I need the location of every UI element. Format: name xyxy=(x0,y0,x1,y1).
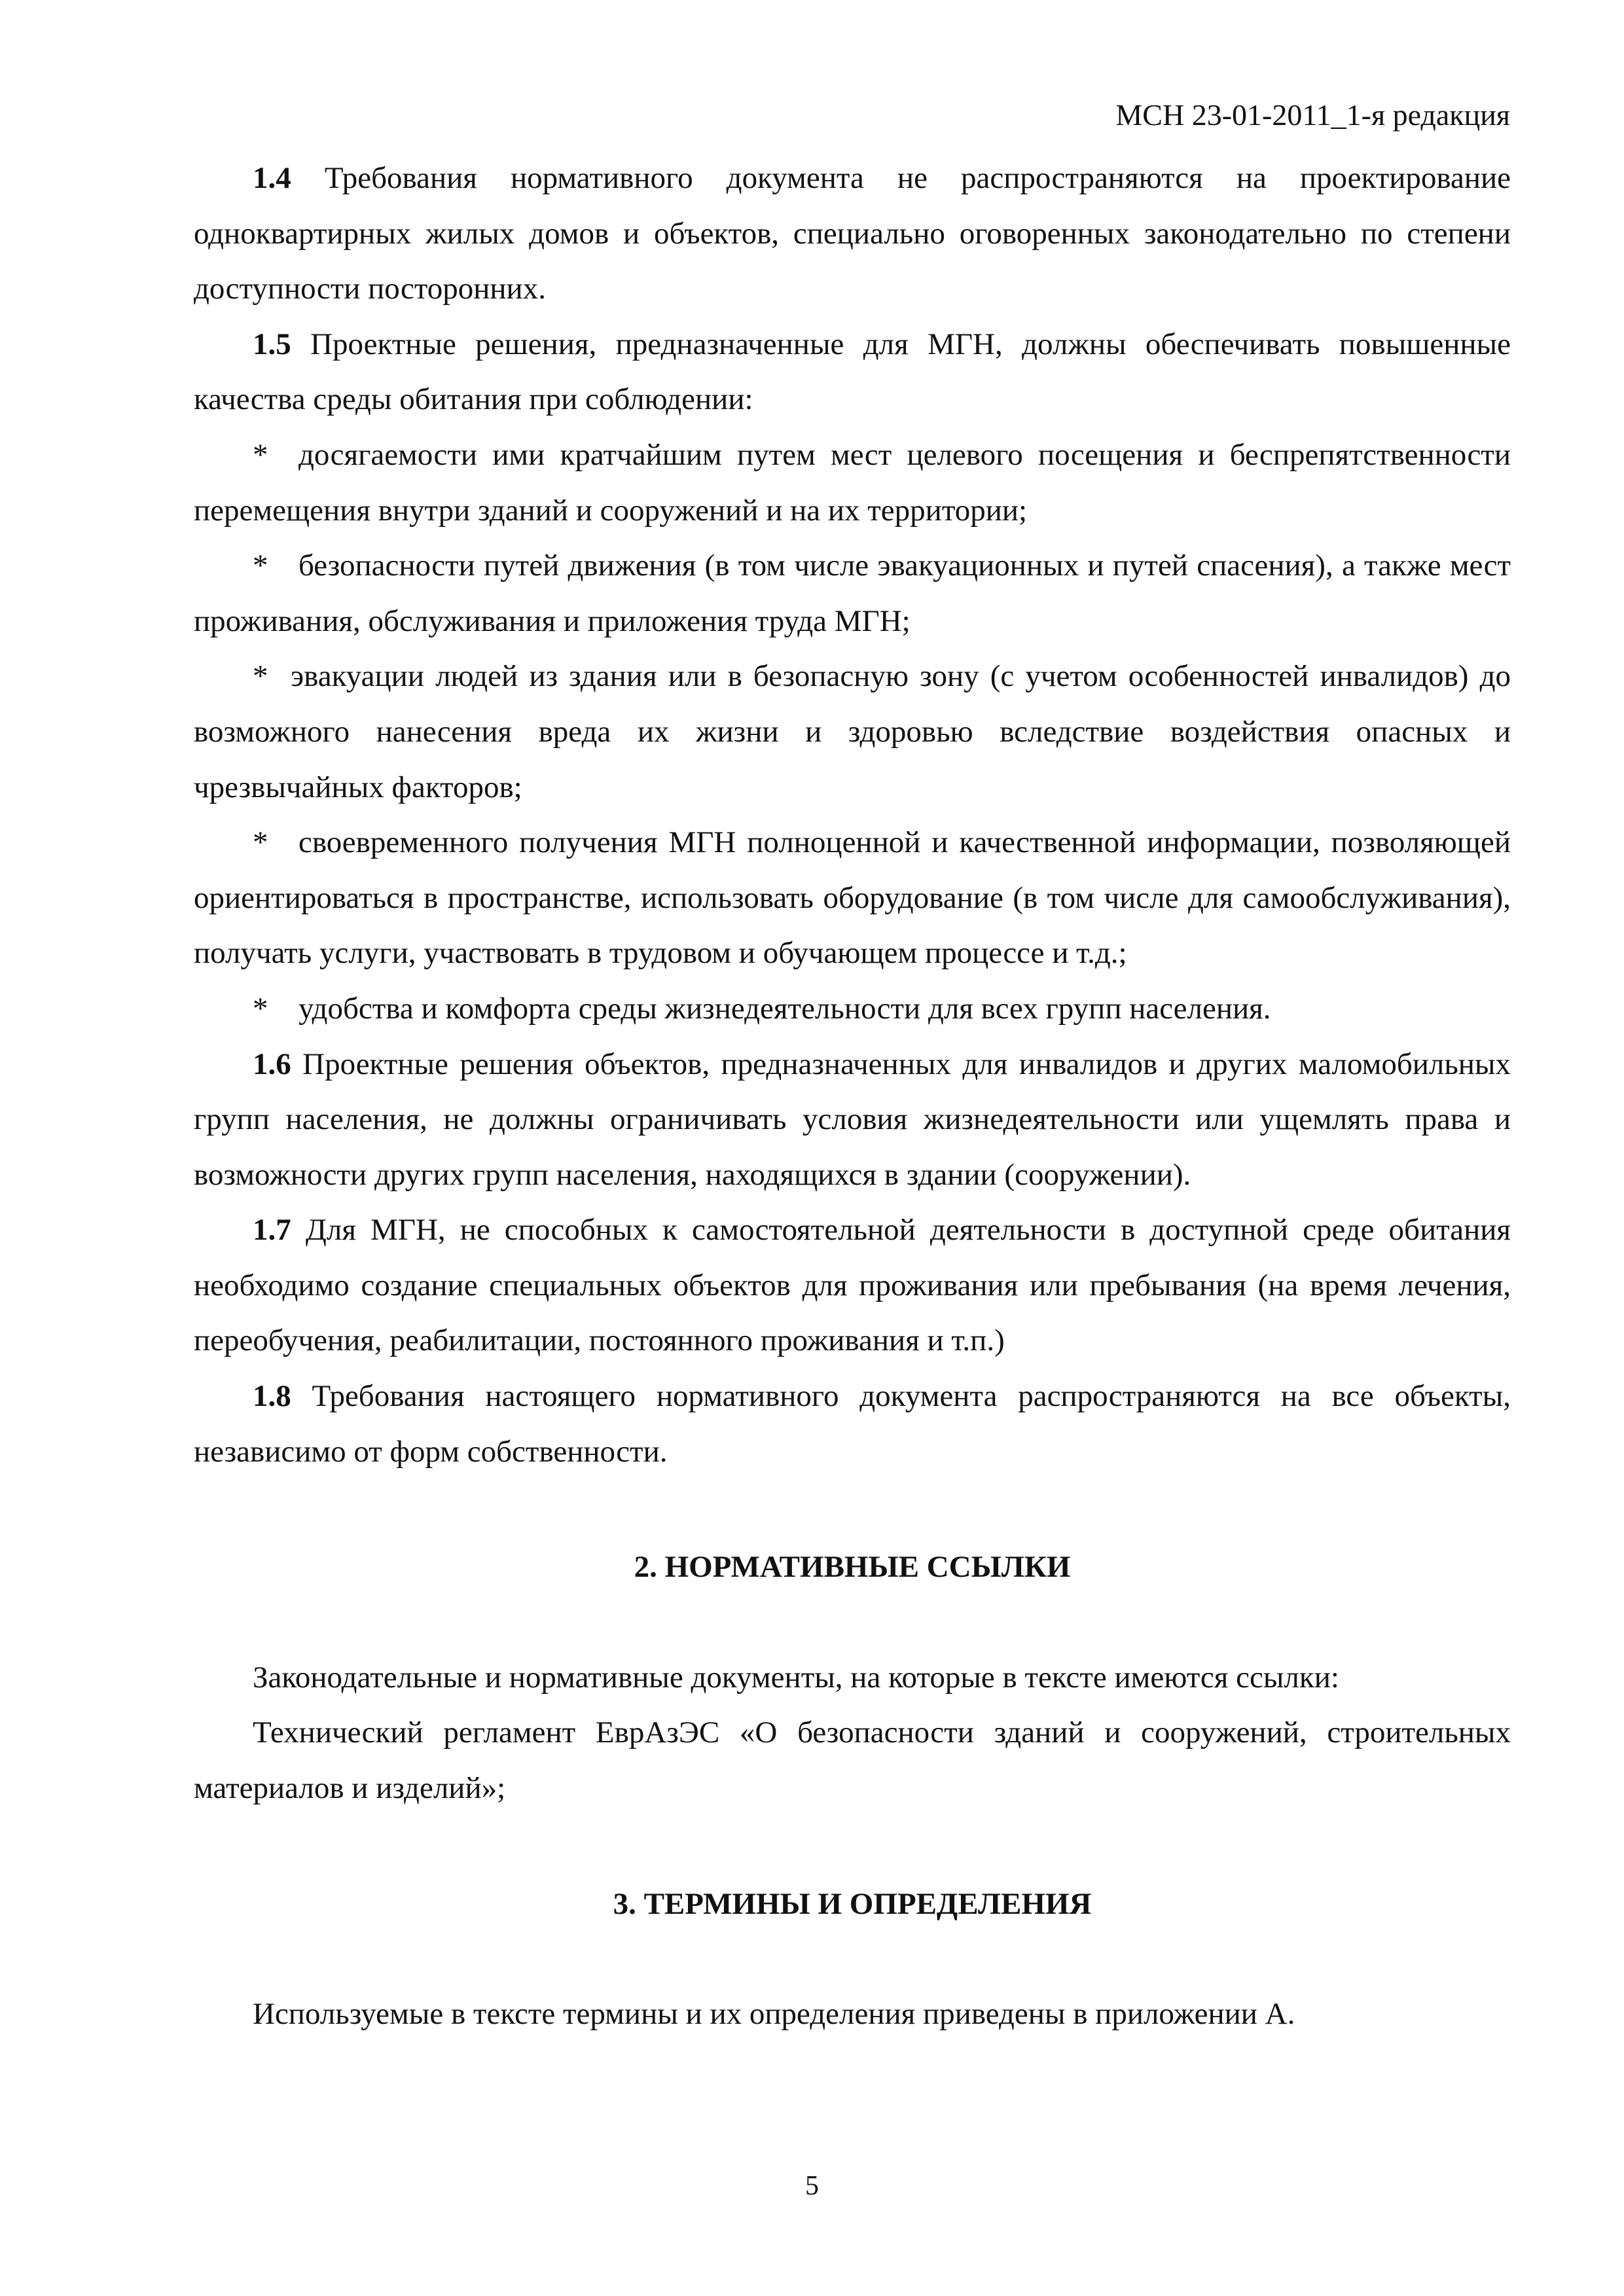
list-item xyxy=(194,427,1511,538)
clause-text: Для МГН, не способных к самостоятельной деятельности в доступной среде обитания необходимо создание специальных объектов для проживания или пребывания (на время лечения, переобучения, реабилитации, постоянного проживания и т.п.) xyxy=(194,1213,1511,1358)
clause-text: Проектные решения, предназначенные для МГН, должны обеспечивать повышенные качества среды обитания при соблюдении: xyxy=(194,327,1511,417)
list-item-text: досягаемости ими кратчайшим путем мест целевого посещения и беспрепятственности перемещения внутри зданий и сооружений и на их территории; xyxy=(194,437,1511,528)
list-item-text: своевременного получения МГН полноценной и качественной информации, позволяющей ориентироваться в пространстве, использовать оборудование (в том числе для самообслуживания), получать услуги, участвовать в трудовом и обучающем процессе и т.д.; xyxy=(194,825,1511,971)
clause-number: 1.6 xyxy=(253,1047,291,1081)
page-number: 5 xyxy=(805,2171,819,2201)
section-2-heading: 2. НОРМАТИВНЫЕ ССЫЛКИ xyxy=(634,1550,1071,1585)
list-item xyxy=(194,538,1511,649)
reference-item: Технический регламент ЕврАзЭС «О безопасности зданий и сооружений, строительных материалов и изделий»; xyxy=(194,1715,1511,1806)
document-code-header: МСН 23-01-2011_1-я редакция xyxy=(1115,98,1510,132)
clause-number: 1.4 xyxy=(253,161,291,195)
bullet-asterisk: * xyxy=(253,437,268,472)
list-item xyxy=(194,649,1511,815)
section-spacer xyxy=(194,1816,1511,1876)
paragraph-1-8 xyxy=(194,1369,1511,1479)
document-body xyxy=(194,151,1511,2042)
bullet-asterisk: * xyxy=(253,659,268,694)
paragraph-1-7 xyxy=(194,1202,1511,1369)
bullet-asterisk: * xyxy=(253,825,268,860)
section-spacer xyxy=(194,1931,1511,1986)
list-item-text: эвакуации людей из здания или в безопасную зону (с учетом особенностей инвалидов) до возможного нанесения вреда их жизни и здоровью вследствие воздействия опасных и чрезвычайных факторов; xyxy=(194,659,1511,804)
clause-number: 1.5 xyxy=(253,327,291,361)
paragraph-1-4 xyxy=(194,151,1511,317)
list-item xyxy=(194,815,1511,981)
bullet-asterisk: * xyxy=(253,548,268,583)
clause-text: Проектные решения объектов, предназначенных для инвалидов и других маломобильных групп населения, не должны ограничивать условия жизнедеятельности или ущемлять права и возможности других групп населения, находящихся в здании (сооружении). xyxy=(194,1047,1511,1192)
list-item xyxy=(194,981,1511,1037)
paragraph-1-5 xyxy=(194,317,1511,427)
clause-text: Требования нормативного документа не распространяются на проектирование одноквартирных жилых домов и объектов, специально оговоренных законодательно по степени доступности посторонних. xyxy=(194,161,1511,306)
list-item-text: удобства и комфорта среды жизнедеятельности для всех групп населения. xyxy=(298,991,1271,1026)
clause-text: Требования настоящего нормативного документа распространяются на все объекты, независимо от форм собственности. xyxy=(194,1379,1511,1469)
section-spacer xyxy=(194,1595,1511,1650)
list-item-text: безопасности путей движения (в том числе эвакуационных и путей спасения), а также мест проживания, обслуживания и приложения труда МГН; xyxy=(194,548,1511,638)
section-3-text: Используемые в тексте термины и их определения приведены в приложении А. xyxy=(253,1997,1295,2032)
section-2-intro: Законодательные и нормативные документы, на которые в тексте имеются ссылки: xyxy=(253,1660,1339,1695)
section-spacer xyxy=(194,1479,1511,1539)
bullet-asterisk: * xyxy=(253,991,268,1026)
section-3-heading: 3. ТЕРМИНЫ И ОПРЕДЕЛЕНИЯ xyxy=(613,1886,1092,1921)
paragraph-1-6 xyxy=(194,1037,1511,1203)
clause-number: 1.7 xyxy=(253,1213,291,1247)
clause-number: 1.8 xyxy=(253,1379,291,1414)
